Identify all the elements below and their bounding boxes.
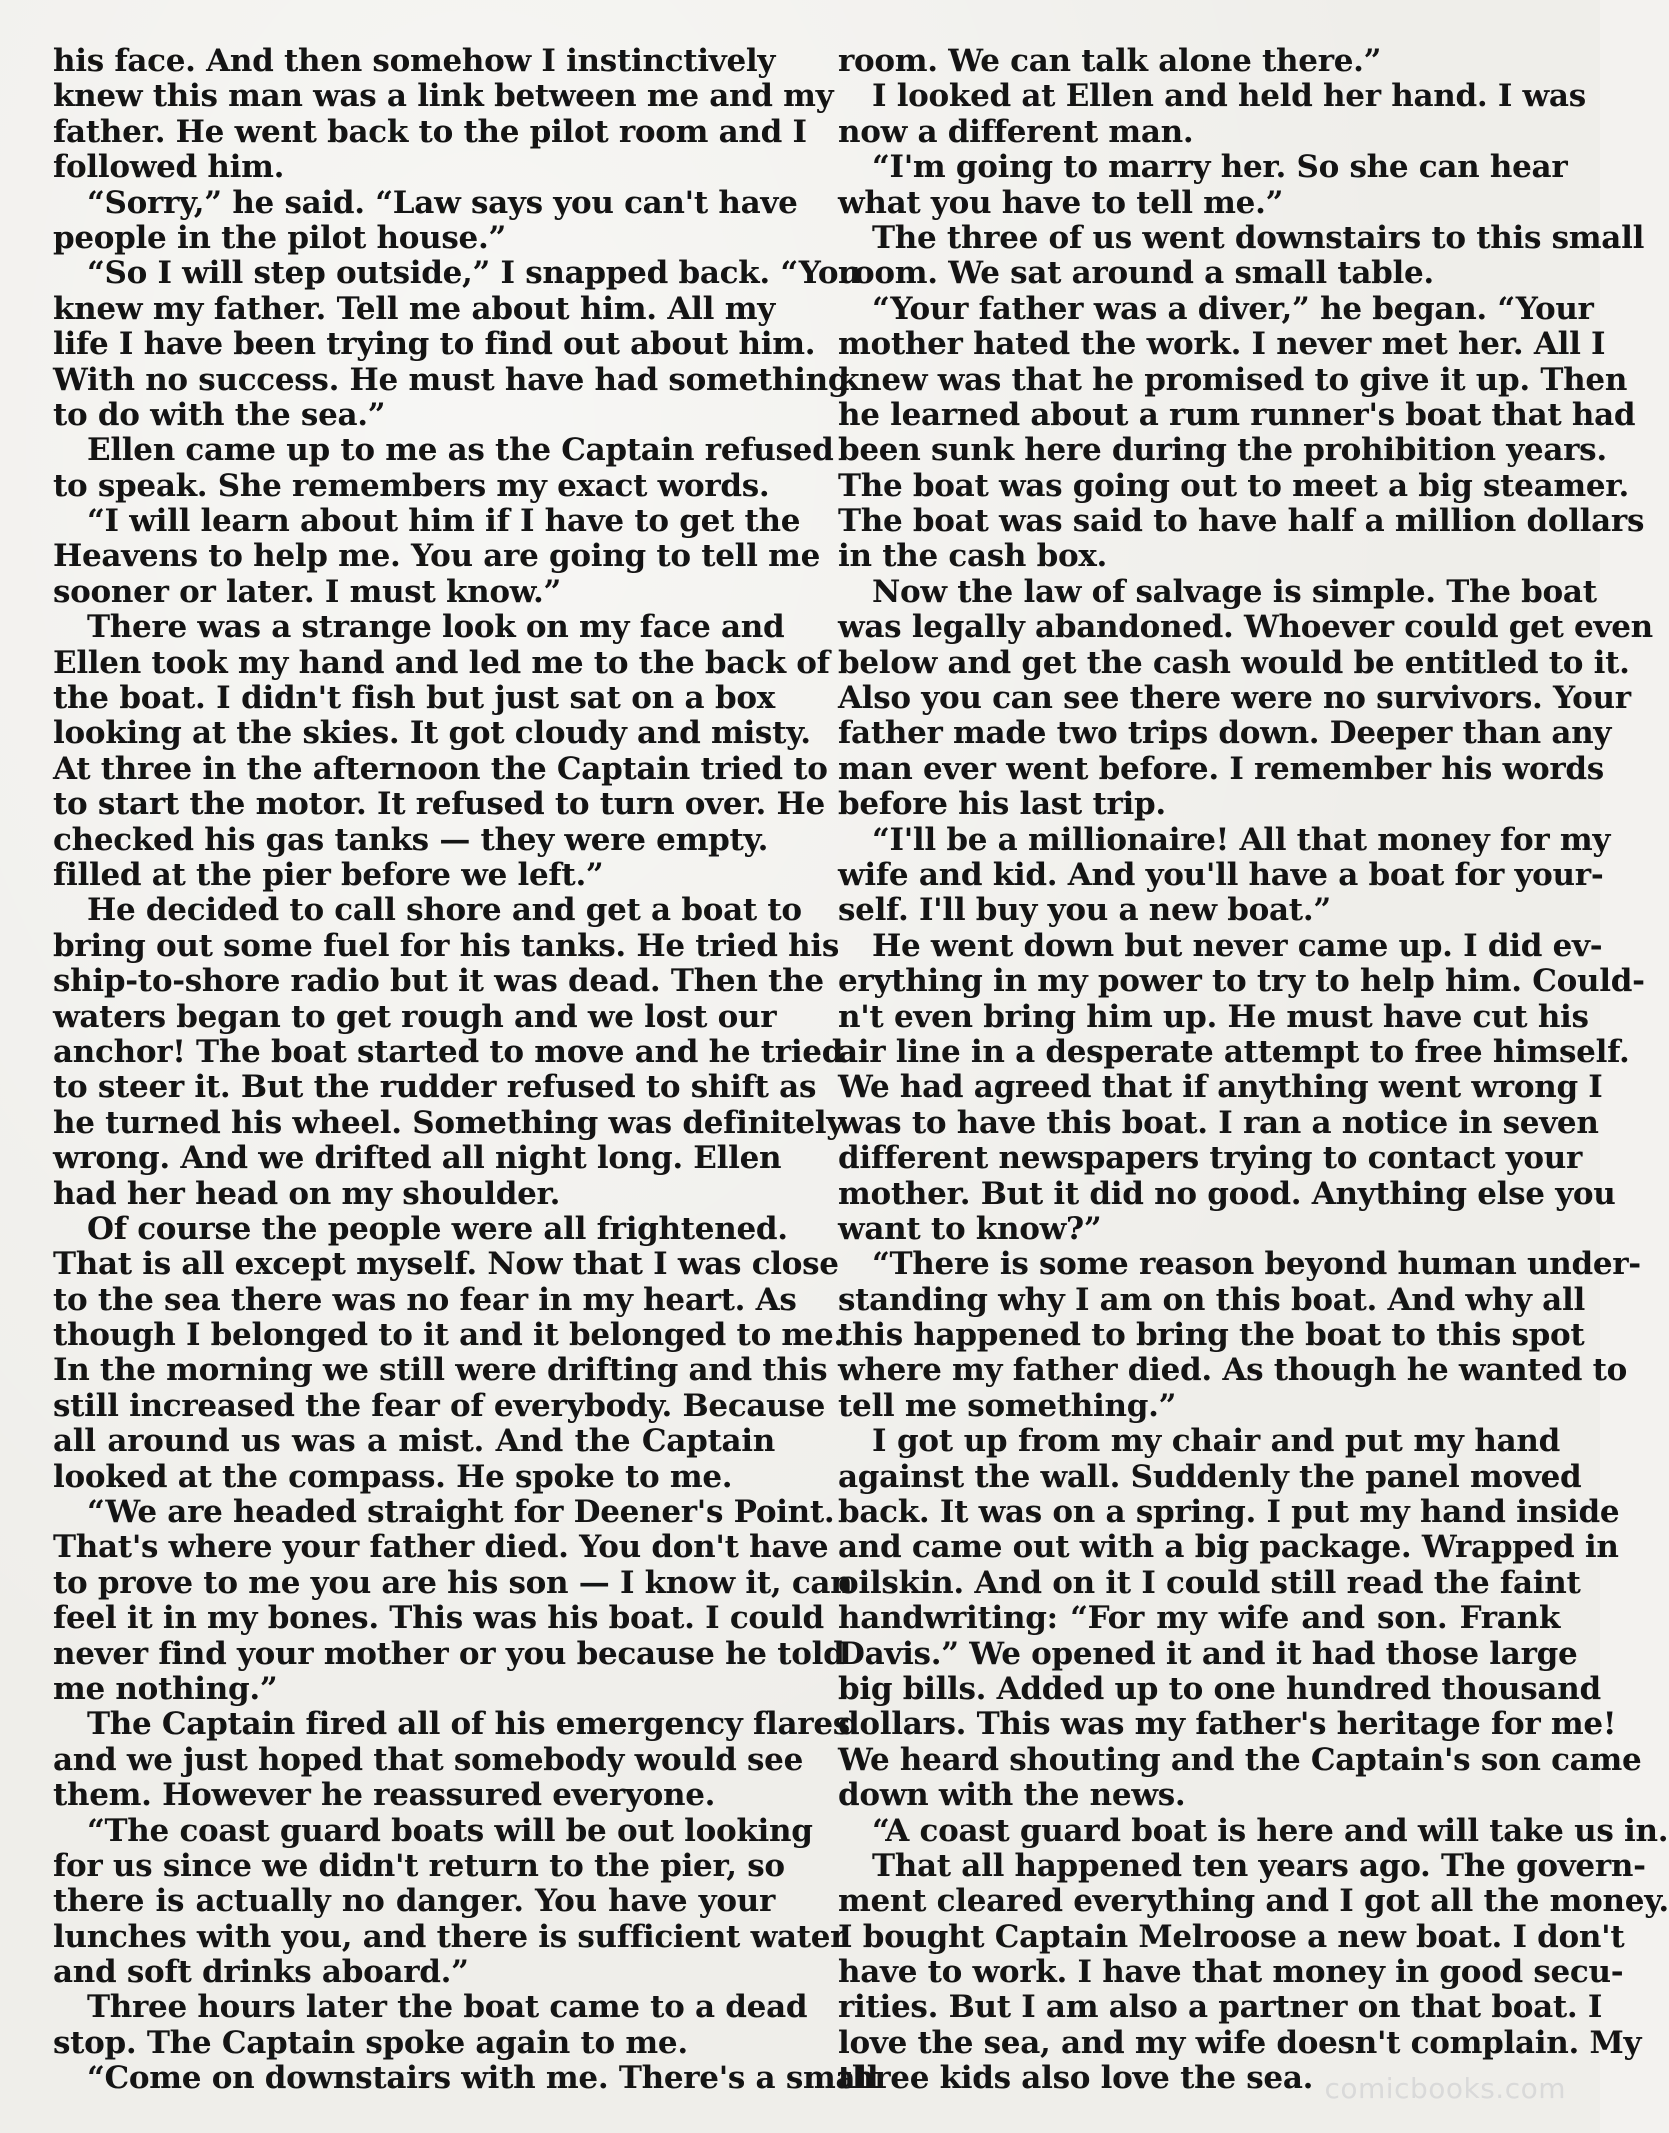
text-line: dollars. This was my father's heritage for me!	[838, 1706, 1617, 1743]
text-line: Also you can see there were no survivors. Your	[838, 680, 1631, 717]
text-line: wife and kid. And you'll have a boat for your-	[838, 856, 1604, 893]
text-line: “Your father was a diver,” he began. “Your	[872, 290, 1594, 327]
text-line: He decided to call shore and get a boat to	[87, 892, 802, 929]
text-line: followed him.	[53, 149, 285, 186]
text-line: man ever went before. I remember his words	[838, 750, 1604, 787]
text-line: and soft drinks aboard.”	[53, 1954, 469, 1991]
text-line: though I belonged to it and it belonged to me.	[53, 1317, 844, 1354]
text-line: Heavens to help me. You are going to tell me	[53, 538, 821, 575]
text-line: now a different man.	[838, 113, 1194, 150]
text-line: love the sea, and my wife doesn't complain. My	[838, 2024, 1642, 2061]
text-line: me nothing.”	[53, 1670, 278, 1707]
text-line: sooner or later. I must know.”	[53, 573, 562, 610]
text-line: lunches with you, and there is sufficient water	[53, 1918, 847, 1955]
text-line: “I will learn about him if I have to get the	[87, 503, 801, 540]
text-line: The Captain fired all of his emergency flares	[87, 1706, 850, 1743]
text-line: before his last trip.	[838, 786, 1166, 823]
text-line: We had agreed that if anything went wrong I	[838, 1069, 1603, 1106]
text-line: looking at the skies. It got cloudy and misty.	[53, 715, 811, 752]
text-line: In the morning we still were drifting and this	[53, 1352, 828, 1389]
text-line: ship-to-shore radio but it was dead. Then the	[53, 963, 824, 1000]
text-line: checked his gas tanks — they were empty.	[53, 821, 769, 858]
text-line: mother. But it did no good. Anything else you	[838, 1175, 1616, 1212]
text-line: The boat was said to have half a million dollars	[838, 503, 1645, 540]
text-line: he turned his wheel. Something was definitely	[53, 1104, 844, 1141]
text-line: Ellen came up to me as the Captain refused	[87, 432, 834, 469]
text-line: knew this man was a link between me and my	[53, 78, 834, 115]
text-line: Of course the people were all frightened.	[87, 1210, 788, 1247]
text-line: was to have this boat. I ran a notice in seven	[838, 1104, 1599, 1141]
text-line: self. I'll buy you a new boat.”	[838, 892, 1331, 929]
text-line: rities. But I am also a partner on that boat. I	[838, 1989, 1603, 2026]
text-line: “We are headed straight for Deener's Point.	[87, 1494, 835, 1531]
text-line: have to work. I have that money in good secu-	[838, 1954, 1624, 1991]
text-line: below and get the cash would be entitled to it.	[838, 644, 1630, 681]
text-line: The boat was going out to meet a big steamer.	[838, 467, 1629, 504]
text-line: where my father died. As though he wanted to	[838, 1352, 1628, 1389]
text-line: room. We sat around a small table.	[838, 255, 1434, 292]
text-line: there is actually no danger. You have your	[53, 1883, 775, 1920]
text-line: He went down but never came up. I did ev-	[872, 927, 1603, 964]
text-line: big bills. Added up to one hundred thousand	[838, 1670, 1601, 1707]
text-line: the boat. I didn't fish but just sat on a box	[53, 680, 775, 717]
left-text-column	[53, 43, 879, 2097]
text-line: and we just hoped that somebody would see	[53, 1741, 803, 1778]
text-line: Davis.” We opened it and it had those large	[838, 1635, 1578, 1672]
text-line: had her head on my shoulder.	[53, 1175, 561, 1212]
text-line: and came out with a big package. Wrapped in	[838, 1529, 1619, 1566]
text-line: still increased the fear of everybody. Because	[53, 1387, 825, 1424]
right-text-column	[838, 43, 1669, 2097]
text-line: been sunk here during the prohibition years.	[838, 432, 1607, 469]
text-line: I bought Captain Melroose a new boat. I don't	[838, 1918, 1625, 1955]
text-line: filled at the pier before we left.”	[53, 856, 604, 893]
text-line: ment cleared everything and I got all the money.	[838, 1883, 1669, 1920]
text-line: “A coast guard boat is here and will take us in.	[872, 1812, 1669, 1849]
text-line: in the cash box.	[838, 538, 1108, 575]
text-line: Now the law of salvage is simple. The boat	[872, 573, 1597, 610]
text-line: father. He went back to the pilot room and I	[53, 113, 807, 150]
text-line: to prove to me you are his son — I know it, can	[53, 1564, 853, 1601]
text-line: stop. The Captain spoke again to me.	[53, 2024, 688, 2061]
text-line: knew was that he promised to give it up. Then	[838, 361, 1628, 398]
text-line: With no success. He must have had something	[53, 361, 850, 398]
text-line: different newspapers trying to contact your	[838, 1140, 1583, 1177]
text-line: knew my father. Tell me about him. All my	[53, 290, 775, 327]
watermark-text: comicbooks.com	[1324, 2072, 1566, 2105]
text-line: to steer it. But the rudder refused to shift as	[53, 1069, 817, 1106]
text-line: bring out some fuel for his tanks. He tried his	[53, 927, 839, 964]
text-line: father made two trips down. Deeper than any	[838, 715, 1612, 752]
text-line: Three hours later the boat came to a dead	[87, 1989, 808, 2026]
text-line: wrong. And we drifted all night long. Ellen	[53, 1140, 782, 1177]
text-line: to do with the sea.”	[53, 396, 386, 433]
text-line: his face. And then somehow I instinctively	[53, 43, 776, 79]
text-line: mother hated the work. I never met her. All I	[838, 326, 1606, 363]
text-line: was legally abandoned. Whoever could get even	[838, 609, 1653, 646]
text-line: to speak. She remembers my exact words.	[53, 467, 770, 504]
text-line: room. We can talk alone there.”	[838, 43, 1382, 79]
text-line: people in the pilot house.”	[53, 219, 506, 256]
text-line: he learned about a rum runner's boat that had	[838, 396, 1636, 433]
text-line: There was a strange look on my face and	[87, 609, 785, 646]
text-line: “The coast guard boats will be out looking	[87, 1812, 813, 1849]
text-line: back. It was on a spring. I put my hand inside	[838, 1494, 1620, 1531]
text-line: what you have to tell me.”	[838, 184, 1284, 221]
text-line: want to know?”	[838, 1210, 1102, 1247]
text-line: air line in a desperate attempt to free himself.	[838, 1033, 1630, 1070]
text-line: n't even bring him up. He must have cut his	[838, 998, 1589, 1035]
text-line: “So I will step outside,” I snapped back. “You	[87, 255, 861, 292]
text-line: “I'm going to marry her. So she can hear	[872, 149, 1568, 186]
text-line: them. However he reassured everyone.	[53, 1777, 716, 1814]
text-line: “There is some reason beyond human under-	[872, 1246, 1641, 1283]
text-line: for us since we didn't return to the pier, so	[53, 1847, 785, 1884]
text-line: erything in my power to try to help him. Could-	[838, 963, 1645, 1000]
text-line: oilskin. And on it I could still read the faint	[838, 1564, 1581, 1601]
text-line: against the wall. Suddenly the panel moved	[838, 1458, 1582, 1495]
text-line: handwriting: “For my wife and son. Frank	[838, 1600, 1560, 1637]
text-line: to the sea there was no fear in my heart. As	[53, 1281, 797, 1318]
text-line: waters began to get rough and we lost our	[53, 998, 777, 1035]
text-line: feel it in my bones. This was his boat. I could	[53, 1600, 824, 1637]
text-line: this happened to bring the boat to this spot	[838, 1317, 1585, 1354]
text-line: That is all except myself. Now that I was close	[53, 1246, 839, 1283]
text-line: That all happened ten years ago. The govern-	[872, 1847, 1646, 1884]
text-line: Ellen took my hand and led me to the back of	[53, 644, 830, 681]
text-line: tell me something.”	[838, 1387, 1177, 1424]
text-line: I looked at Ellen and held her hand. I was	[872, 78, 1586, 115]
text-line: “I'll be a millionaire! All that money for my	[872, 821, 1611, 858]
text-line: standing why I am on this boat. And why all	[838, 1281, 1585, 1318]
text-line: three kids also love the sea.	[838, 2060, 1314, 2097]
text-line: We heard shouting and the Captain's son came	[838, 1741, 1642, 1778]
text-line: life I have been trying to find out about him.	[53, 326, 816, 363]
text-line: I got up from my chair and put my hand	[872, 1423, 1560, 1460]
text-line: all around us was a mist. And the Captain	[53, 1423, 775, 1460]
text-line: “Sorry,” he said. “Law says you can't have	[87, 184, 798, 221]
text-line: never find your mother or you because he told	[53, 1635, 845, 1672]
text-line: down with the news.	[838, 1777, 1186, 1814]
text-line: At three in the afternoon the Captain tried to	[53, 750, 828, 787]
text-line: The three of us went downstairs to this small	[872, 219, 1645, 256]
text-line: to start the motor. It refused to turn over. He	[53, 786, 825, 823]
text-line: “Come on downstairs with me. There's a small	[87, 2060, 879, 2097]
text-line: anchor! The boat started to move and he tried	[53, 1033, 844, 1070]
text-line: looked at the compass. He spoke to me.	[53, 1458, 733, 1495]
text-line: That's where your father died. You don't have	[53, 1529, 829, 1566]
